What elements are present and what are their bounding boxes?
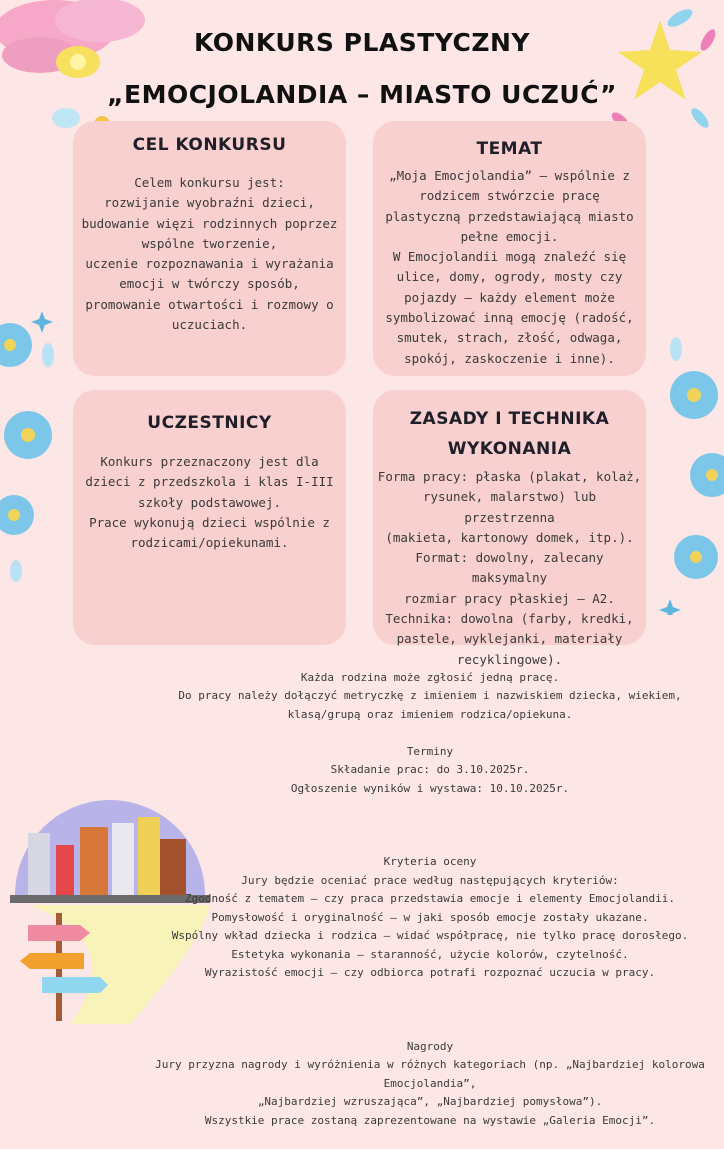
participants-heading: UCZESTNICY [147, 413, 272, 433]
rules-text: Forma pracy: płaska (plakat, kolaż, rysunek, malarstwo) lub przestrzenna (makieta, kartonowy domek, itp.). Format: dowolny, zalecany maksymalny rozmiar pracy płaskiej – A2. Technika: dowolna (farby, kredki, pastele, wyklejanki, materiały recyklingowe). [377, 469, 642, 667]
theme-heading: TEMAT [476, 139, 543, 159]
left-flowers-decoration [0, 305, 70, 605]
star-burst-decoration [590, 0, 724, 140]
contest-subtitle: „EMOCJOLANDIA – MIASTO UCZUĆ” [107, 80, 617, 109]
rules-heading: ZASADY I TECHNIKA WYKONANIA [409, 409, 610, 459]
participants-text: Konkurs przeznaczony jest dla dzieci z przedszkola i klas I-III szkoły podstawowej. Prace wykonują dzieci wspólnie z rodzicami/opiekunami. [85, 454, 334, 551]
awards-info: Nagrody Jury przyzna nagrody i wyróżnienia w różnych kategoriach (np. „Najbardziej kolorowa Emocjolandia”, „Najbardziej wzruszająca”, „Najbardziej pomysłowa”). Wszystkie prace zostaną zaprezentowane na wystawie „Galeria Emocji”. [155, 1039, 705, 1127]
clouds-decoration [0, 0, 160, 140]
participants-card [73, 390, 346, 645]
goal-card [73, 121, 346, 376]
right-flowers-decoration [654, 335, 724, 615]
contest-title: KONKURS PLASTYCZNY [194, 28, 530, 57]
goal-text: Celem konkursu jest: rozwijanie wyobraźni dzieci, budowanie więzi rodzinnych poprzez wspólne tworzenie, uczenie rozpoznawania i wyrażania emocji w twórczy sposób, promowanie otwartości i rozmowy o uczuciach. [81, 175, 338, 333]
goal-heading: CEL KONKURSU [132, 135, 287, 155]
deadlines-info: Terminy Składanie prac: do 3.10.2025r. Ogłoszenie wyników i wystawa: 10.10.2025r. [290, 744, 570, 795]
criteria-info: Kryteria oceny Jury będzie oceniać prace według następujących kryteriów: Zgodność z tematem – czy praca przedstawia emocje i elementy Emocjolandii. Pomysłowość i oryginalność – w jaki sposób emocje zostały ukazane. Wspólny wkład dziecka i rodzica – widać współpracę, nie tylko pracę dorosłego. Estetyka wykonania – staranność, użycie kolorów, czytelność. Wyrazistość emocji – czy odbiorca potrafi rozpoznać uczucia w pracy. [171, 855, 689, 979]
contest-details [150, 650, 710, 1149]
theme-card [373, 121, 646, 376]
rules-card [373, 390, 646, 667]
theme-text: „Moja Emocjolandia” – wspólnie z rodzicem stwórzcie pracę plastyczną przedstawiającą miasto pełne emocji. W Emocjolandii mogą znaleźć się ulice, domy, ogrody, mosty czy pojazdy – każdy element może symbolizować inną emocję (radość, smutek, strach, złość, odwaga, spokój, zaskoczenie i inne). [385, 168, 634, 366]
submission-info: Każda rodzina może zgłosić jedną pracę. Do pracy należy dołączyć metryczkę z imieniem i nazwiskiem dziecka, wiekiem, klasą/grupą oraz imieniem rodzica/opiekuna. [178, 670, 682, 721]
